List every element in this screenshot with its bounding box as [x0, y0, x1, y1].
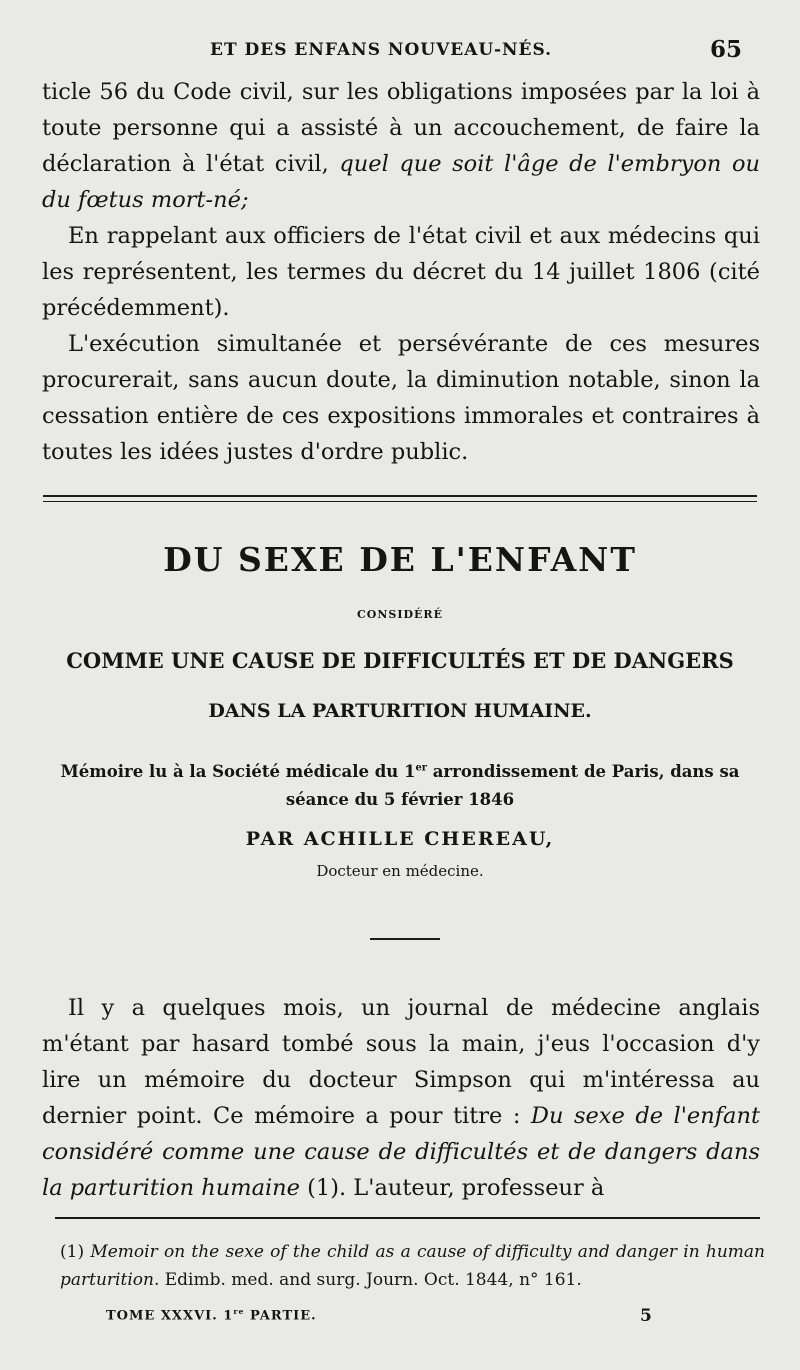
memoire-note-line-2: séance du 5 février 1846: [285, 790, 515, 809]
paragraph-continuation: ticle 56 du Code civil, sur les obligations imposées par la loi à toute personne qui a assisté à un accouchement, de faire la déclaration à l'état civil, quel que soit l'âge de l'embryon ou du fœtus mort-né;: [42, 79, 760, 213]
signature-mark: TOME XXXVI. 1re PARTIE.: [106, 1307, 317, 1324]
page-number: 65: [709, 36, 742, 63]
author-title: Docteur en médecine.: [316, 862, 484, 880]
section-divider: [43, 495, 757, 502]
paragraph: Il y a quelques mois, un journal de médecine anglais m'étant par hasard tombé sous la main, j'eus l'occasion d'y lire un mémoire du docteur Simpson qui m'intéressa au dernier point. Ce mémoire a pour titre : Du sexe de l'enfant considéré comme une cause de difficultés et de dangers dans la parturition humaine (1). L'auteur, professeur à: [42, 995, 760, 1201]
italic-title: Du sexe de l'enfant considéré comme une cause de difficultés et de dangers dans la parturition humaine: [42, 1103, 760, 1201]
lower-text-block: [42, 990, 760, 1206]
article-considere: CONSIDÉRÉ: [357, 608, 443, 621]
memoire-note-line-1: Mémoire lu à la Société médicale du 1er arrondissement de Paris, dans sa: [60, 762, 740, 781]
footnote: (1) Memoir on the sexe of the child as a cause of difficulty and danger in human parturition. Edimb. med. and surg. Journ. Oct. 1844, n° 161.: [60, 1242, 765, 1290]
article-subtitle-1: COMME UNE CAUSE DE DIFFICULTÉS ET DE DANGERS: [66, 648, 734, 673]
running-head: [0, 36, 800, 66]
article-author: PAR ACHILLE CHEREAU,: [245, 828, 555, 850]
paragraph: En rappelant aux officiers de l'état civil et aux médecins qui les représentent, les termes du décret du 14 juillet 1806 (cité précédemment).: [42, 223, 760, 321]
italic-phrase: quel que soit l'âge de l'embryon ou du fœtus mort-né;: [42, 151, 760, 213]
top-text-block: [42, 74, 760, 470]
paragraph: L'exécution simultanée et persévérante de ces mesures procurerait, sans aucun doute, la diminution notable, sinon la cessation entière de ces expositions immorales et contraires à toutes les idées justes d'ordre public.: [42, 331, 760, 465]
footnote-marker: (1): [60, 1242, 91, 1262]
article-subtitle-2: DANS LA PARTURITION HUMAINE.: [208, 700, 592, 722]
footnote-divider: [55, 1217, 760, 1219]
running-title: ET DES ENFANS NOUVEAU-NÉS.: [210, 40, 553, 60]
signature-number: 5: [640, 1306, 652, 1326]
article-title: DU SEXE DE L'ENFANT: [163, 540, 637, 579]
short-divider: [370, 938, 440, 940]
